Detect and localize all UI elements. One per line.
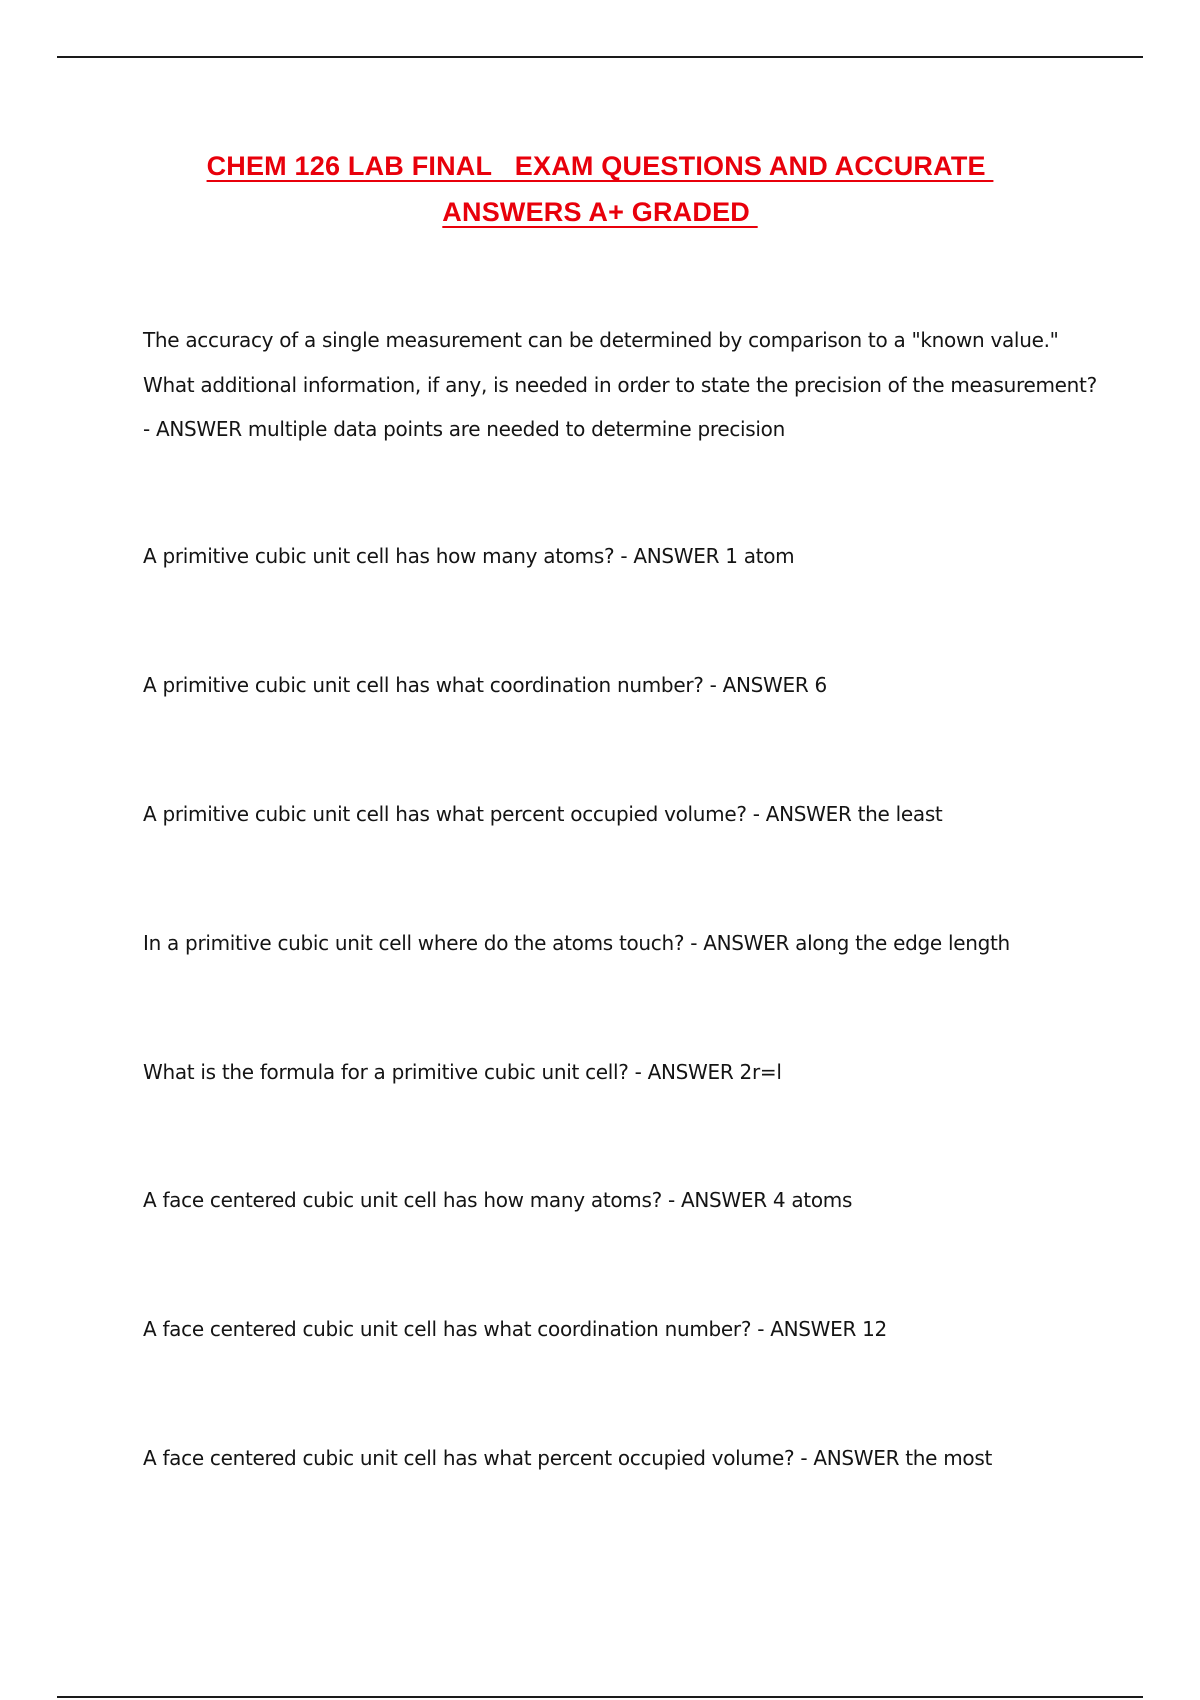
header-rule <box>57 56 1143 58</box>
qa-item-6: What is the formula for a primitive cubic unit cell? - ANSWER 2r=l <box>143 1060 782 1084</box>
qa-item-1: The accuracy of a single measurement can be determined by comparison to a "known value." What additional information, if any, is needed in order to state the precision of the measurement? - ANSWER multiple data points are needed to determine precision <box>143 328 1097 441</box>
qa-item-8: A face centered cubic unit cell has what coordination number? - ANSWER 12 <box>143 1317 887 1341</box>
qa-item-5: In a primitive cubic unit cell where do the atoms touch? - ANSWER along the edge length <box>143 931 1010 955</box>
qa-item-3: A primitive cubic unit cell has what coordination number? - ANSWER 6 <box>143 673 827 697</box>
title-line-1: CHEM 126 LAB FINAL EXAM QUESTIONS AND ACCURATE <box>206 151 994 181</box>
qa-item-2: A primitive cubic unit cell has how many atoms? - ANSWER 1 atom <box>143 544 795 568</box>
qa-item-4: A primitive cubic unit cell has what percent occupied volume? - ANSWER the least <box>143 802 943 826</box>
qa-item-7: A face centered cubic unit cell has how many atoms? - ANSWER 4 atoms <box>143 1188 853 1212</box>
qa-item-9: A face centered cubic unit cell has what percent occupied volume? - ANSWER the most <box>143 1446 992 1470</box>
document-title <box>140 143 1060 235</box>
title-line-2: ANSWERS A+ GRADED <box>442 197 758 227</box>
footer-rule <box>57 1696 1143 1698</box>
